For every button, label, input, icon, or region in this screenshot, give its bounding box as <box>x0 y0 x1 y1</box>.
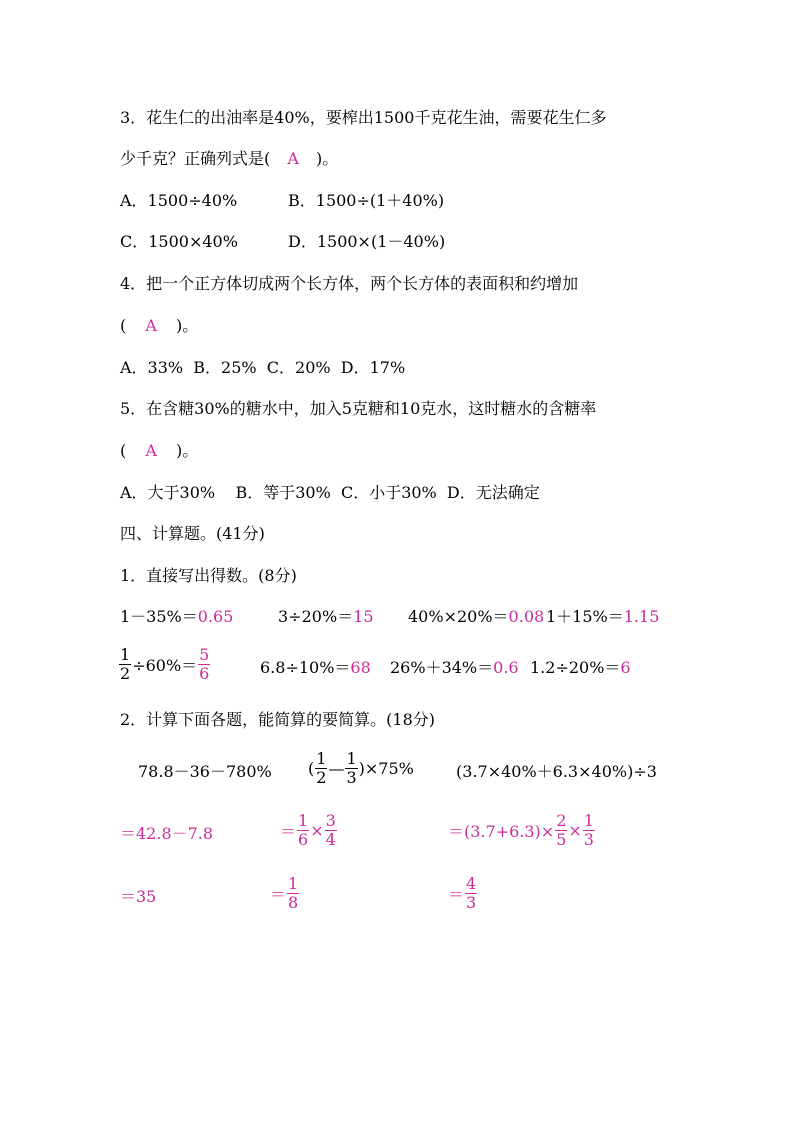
numerator: 2 <box>556 811 567 830</box>
numerator: 1 <box>316 749 327 768</box>
times-sign: × <box>310 821 324 840</box>
calc-2-step-2 <box>270 875 300 912</box>
denominator: 2 <box>316 768 327 787</box>
exercise-4-expr: 1＋15%＝ <box>546 607 624 626</box>
denominator: 5 <box>556 830 567 849</box>
q5-answer: A <box>145 441 157 460</box>
q5-line2 <box>120 440 198 462</box>
denominator: 3 <box>346 768 357 787</box>
denominator: 3 <box>583 830 594 849</box>
exercise-4 <box>546 606 659 628</box>
exercise-5-answer <box>198 646 210 683</box>
fraction <box>465 875 477 912</box>
equals-sign: ＝ <box>270 885 287 904</box>
denominator: 3 <box>466 893 477 912</box>
fraction-2 <box>325 812 337 849</box>
exercise-5-expr: ÷60%＝ <box>132 656 198 675</box>
denominator: 4 <box>325 830 336 849</box>
q4-line1: 4．把一个正方体切成两个长方体，两个长方体的表面积和约增加 <box>120 274 579 293</box>
exercise-8-answer: 6 <box>620 658 631 677</box>
fraction <box>287 875 299 912</box>
exercise-6-expr: 6.8÷10%＝ <box>260 658 351 677</box>
exercise-3-expr: 40%×20%＝ <box>408 607 509 626</box>
q3-option-c: C．1500×40% <box>120 232 238 251</box>
close-paren-times: )×75% <box>358 759 414 778</box>
denominator: 2 <box>120 664 131 683</box>
exercise-5 <box>118 646 211 683</box>
part1-title: 1．直接写出得数。(8分) <box>120 566 297 585</box>
numerator: 1 <box>120 645 131 664</box>
exercise-6-answer: 68 <box>350 658 371 677</box>
exercise-2-expr: 3÷20%＝ <box>278 607 354 626</box>
exercise-1-answer: 0.65 <box>197 607 234 626</box>
q5-options: A．大于30% B．等于30% C．小于30% D．无法确定 <box>120 483 540 502</box>
q3-line2-post: )。 <box>316 149 339 168</box>
q4-line2 <box>120 315 198 337</box>
numerator: 3 <box>325 811 336 830</box>
q3-line2-pre: 少千克？正确列式是( <box>120 149 271 168</box>
exercise-7 <box>390 657 519 679</box>
q3-answer: A <box>287 149 299 168</box>
equals-sign: ＝ <box>280 822 297 841</box>
q4-options: A．33% B．25% C．20% D．17% <box>120 358 406 377</box>
fraction-1 <box>297 812 309 849</box>
exercise-3-answer: 0.08 <box>508 607 545 626</box>
denominator: 6 <box>199 664 210 683</box>
open-paren: ( <box>308 759 315 778</box>
times-sign: × <box>568 821 582 840</box>
part2-title: 2．计算下面各题，能简算的要简算。(18分) <box>120 710 436 729</box>
exercise-8-expr: 1.2÷20%＝ <box>530 658 621 677</box>
q3-line2 <box>120 148 338 170</box>
exercise-5-fraction <box>119 646 131 683</box>
exercise-7-expr: 26%＋34%＝ <box>390 658 494 677</box>
q5-line2-post: )。 <box>176 441 199 460</box>
exercise-8 <box>530 657 631 679</box>
exercise-4-answer: 1.15 <box>623 607 660 626</box>
calc-3-step-2 <box>448 875 478 912</box>
denominator: 8 <box>288 893 299 912</box>
equals-sign: ＝ <box>448 885 465 904</box>
exercise-1 <box>120 606 233 628</box>
exercise-1-expr: 1－35%＝ <box>120 607 198 626</box>
calc-2-expression <box>308 750 414 787</box>
fraction-1 <box>315 750 327 787</box>
step-prefix: ＝(3.7+6.3)× <box>448 822 555 841</box>
numerator: 1 <box>346 749 357 768</box>
q3-option-d: D．1500×(1－40%) <box>288 232 446 251</box>
calc-3-expression: (3.7×40%＋6.3×40%)÷3 <box>456 762 657 781</box>
q4-line2-pre: ( <box>120 316 127 335</box>
fraction-1 <box>555 812 567 849</box>
denominator: 6 <box>298 830 309 849</box>
calc-2-step-1 <box>280 812 338 849</box>
exercise-6 <box>260 657 371 679</box>
numerator: 1 <box>298 811 309 830</box>
fraction-2 <box>583 812 595 849</box>
q3-option-b: B．1500÷(1＋40%) <box>288 191 445 210</box>
q4-line2-post: )。 <box>176 316 199 335</box>
minus-sign: — <box>328 759 345 778</box>
numerator: 1 <box>288 874 299 893</box>
calc-1-step-2: ＝35 <box>120 887 157 906</box>
fraction-2 <box>345 750 357 787</box>
q5-line2-pre: ( <box>120 441 127 460</box>
calc-1-expression: 78.8－36－780% <box>138 762 272 781</box>
numerator: 4 <box>466 874 477 893</box>
section-title: 四、计算题。(41分) <box>120 524 265 543</box>
q3-option-a: A．1500÷40% <box>120 191 238 210</box>
q4-answer: A <box>145 316 157 335</box>
numerator: 5 <box>199 645 210 664</box>
calc-3-step-1 <box>448 812 596 849</box>
exercise-2-answer: 15 <box>353 607 374 626</box>
calc-1-step-1: ＝42.8－7.8 <box>120 824 214 843</box>
exercise-3 <box>408 606 544 628</box>
q5-line1: 5．在含糖30%的糖水中，加入5克糖和10克水，这时糖水的含糖率 <box>120 399 597 418</box>
exercise-2 <box>278 606 374 628</box>
exercise-7-answer: 0.6 <box>493 658 519 677</box>
q3-line1: 3．花生仁的出油率是40%，要榨出1500千克花生油，需要花生仁多 <box>120 108 607 127</box>
numerator: 1 <box>583 811 594 830</box>
